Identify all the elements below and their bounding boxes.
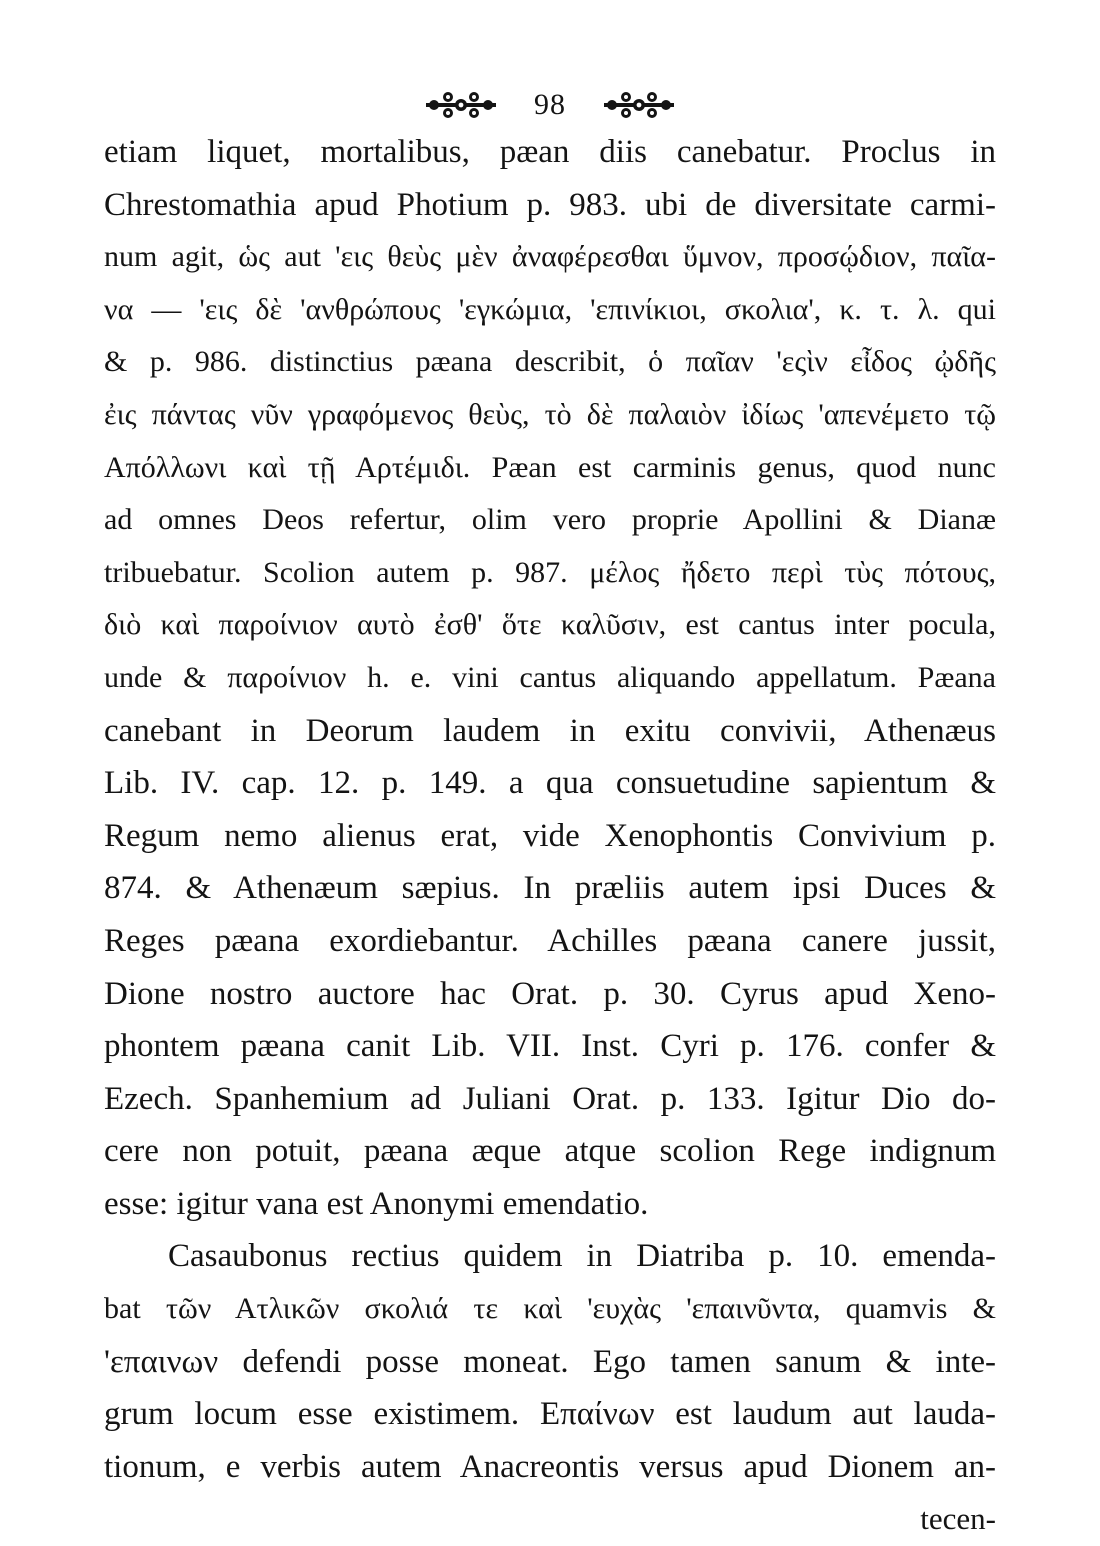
text-line: grum locum esse existimem. Επαίνων est laudum aut lauda- — [104, 1396, 996, 1433]
catchword: tecen- — [920, 1501, 996, 1537]
text-line: tionum, e verbis autem Anacreontis versus apud Dionem an- — [104, 1448, 996, 1485]
text-line: να — 'εις δὲ 'ανθρώπους 'εγκώμια, 'επινίκιοι, σκολια', κ. τ. λ. qui — [104, 292, 996, 326]
text-line: unde & παροίνιον h. e. vini cantus aliquando appellatum. Pæana — [104, 660, 996, 694]
text-line: 'επαινων defendi posse moneat. Ego tamen sanum & inte- — [104, 1343, 996, 1380]
text-line: Dione nostro auctore hac Orat. p. 30. Cyrus apud Xeno- — [104, 975, 996, 1012]
text-line: esse: igitur vana est Anonymi emendatio. — [104, 1185, 649, 1222]
text-line: 874. & Athenæum sæpius. In præliis autem ipsi Duces & — [104, 870, 996, 907]
text-line: canebant in Deorum laudem in exitu convivii, Athenæus — [104, 712, 996, 749]
page-number: 98 — [534, 88, 566, 121]
text-line: ad omnes Deos refertur, olim vero proprie Apollini & Dianæ — [104, 503, 996, 537]
text-line: bat τῶν Ατλικῶν σκολιά τε καὶ 'ευχὰς 'επαινῦντα, quamvis & — [104, 1292, 996, 1326]
fleuron-left-icon — [422, 88, 500, 122]
text-line: Chrestomathia apud Photium p. 983. ubi de diversitate carmi- — [104, 186, 996, 223]
text-line: phontem pæana canit Lib. VII. Inst. Cyri p. 176. confer & — [104, 1028, 996, 1065]
text-line: Casaubonus rectius quidem in Diatriba p. 10. emenda- — [168, 1238, 996, 1275]
body-text — [104, 126, 996, 1546]
text-line: ἐις πάντας νῦν γραφόμενος θεὺς, τὸ δὲ παλαιὸν ἰδίως 'απενέμετο τῷ — [104, 397, 996, 431]
text-line: cere non potuit, pæana æque atque scolion Rege indignum — [104, 1133, 996, 1170]
text-line: num agit, ὡς aut 'εις θεὺς μὲν ἀναφέρεσθαι ὕμνον, προσῴδιον, παῖα- — [104, 240, 996, 274]
text-line: Regum nemo alienus erat, vide Xenophontis Convivium p. — [104, 817, 996, 854]
text-line: etiam liquet, mortalibus, pæan diis canebatur. Proclus in — [104, 134, 996, 170]
text-line: tribuebatur. Scolion autem p. 987. μέλος ἤδετο περὶ τὺς πότους, — [104, 555, 996, 589]
text-line: Απόλλωνι καὶ τῇ Αρτέμιδι. Pæan est carminis genus, quod nunc — [104, 450, 996, 484]
text-line: & p. 986. distinctius pæana describit, ὁ παῖαν 'εςὶν εἶδος ᾠδῆς — [104, 345, 996, 379]
running-header — [0, 80, 1100, 130]
text-line: Reges pæana exordiebantur. Achilles pæana canere jussit, — [104, 922, 996, 959]
text-line: διὸ καὶ παροίνιον αυτὸ ἐσθ' ὅτε καλῦσιν, est cantus inter pocula, — [104, 608, 996, 642]
text-line: Ezech. Spanhemium ad Juliani Orat. p. 133. Igitur Dio do- — [104, 1080, 996, 1117]
text-line: Lib. IV. cap. 12. p. 149. a qua consuetudine sapientum & — [104, 765, 996, 802]
fleuron-right-icon — [600, 88, 678, 122]
